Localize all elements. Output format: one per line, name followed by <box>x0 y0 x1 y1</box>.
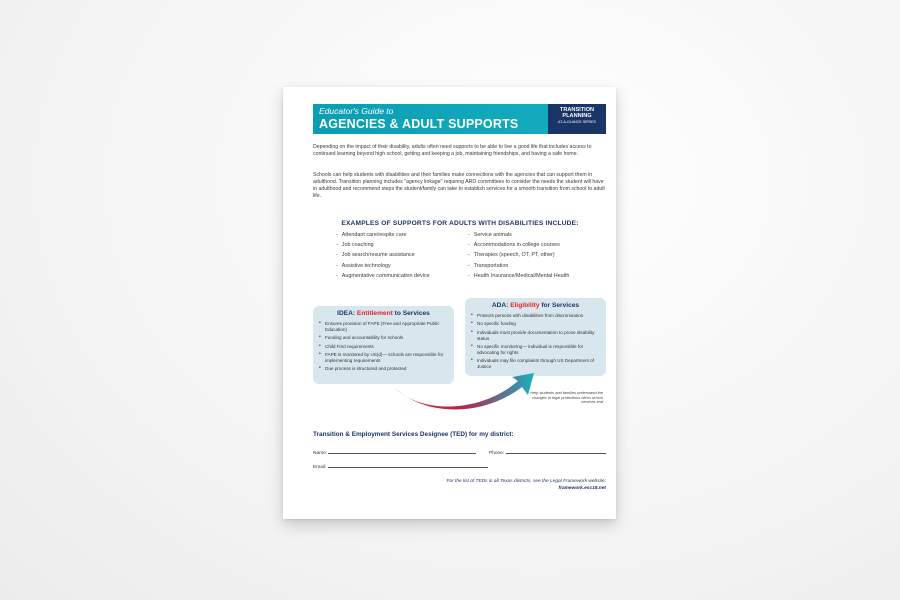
transition-arrow-icon <box>388 369 538 413</box>
examples-list-left <box>336 230 430 281</box>
list-item: - Assistive technology <box>336 262 391 269</box>
list-item: • Due process is structured and protected <box>318 366 449 372</box>
list-item: - Health Insurance/Medical/Mental Health <box>468 272 570 279</box>
phone-label: Phone: <box>489 451 505 456</box>
examples-heading: EXAMPLES OF SUPPORTS FOR ADULTS WITH DISABILITIES INCLUDE: <box>341 220 579 227</box>
ada-box <box>465 298 606 376</box>
document-page <box>283 87 616 519</box>
intro-paragraph-2: Schools can help students with disabilities and their families make connections with the agencies that can support them in adulthood. Transition planning includes "agency linkage" requiring ARD committees to consider the needs the student will have in adulthood and recommend steps the student/family can take to establish services for a smooth transition from school to adult life. <box>313 172 605 200</box>
header-banner <box>313 104 606 134</box>
list-item: • Individuals may file complaints through US Department of Justice <box>470 358 601 370</box>
list-item: - Accommodations in college courses <box>468 242 560 249</box>
email-line[interactable] <box>328 467 488 468</box>
list-item: • Ensures provision of FAPE (Free and Appropriate Public Education) <box>318 321 449 333</box>
examples-list-right <box>468 230 569 281</box>
list-item: • No specific monitoring— individual is responsible for advocating for rights <box>470 344 601 356</box>
badge-line2: PLANNING <box>562 113 592 120</box>
name-label: Name: <box>313 451 328 456</box>
list-item: - Job search/resume assistance <box>336 252 415 259</box>
email-label: Email: <box>313 465 327 470</box>
list-item: • No specific funding <box>470 321 601 327</box>
idea-title: IDEA: Entitlement to Services <box>337 310 430 317</box>
series-badge <box>550 107 604 126</box>
list-item: • Funding and accountability for schools <box>318 335 449 341</box>
ada-title: ADA: Eligibility for Services <box>491 302 580 309</box>
list-item: • Child Find requirements <box>318 344 449 350</box>
list-item: - Attendant care/respite care <box>336 232 407 238</box>
list-item: • Individuals must provide documentation to prove disability status <box>470 330 601 342</box>
badge-line1: TRANSITION <box>559 107 595 113</box>
list-item: • FAPE is monitored by US(d)— schools are responsible for implementing requirements <box>318 352 449 364</box>
phone-field[interactable] <box>489 451 606 456</box>
badge-small: AT-A-GLANCE SERIES <box>558 120 596 125</box>
ada-list <box>470 313 601 370</box>
name-line[interactable] <box>328 453 476 454</box>
footer-note <box>386 479 606 492</box>
list-item: - Job coaching <box>336 242 374 249</box>
intro-paragraph-1: Depending on the impact of their disability, adults often need supports to be able to live a good life that includes access to continued learning beyond high school, getting and keeping a job, maintaining friendships, and having a safe home. <box>313 144 592 158</box>
ted-heading: Transition & Employment Services Designee (TED) for my district: <box>313 431 514 438</box>
name-field[interactable] <box>313 451 476 456</box>
list-item: - Augmentative communication device <box>336 272 430 279</box>
list-item: - Service animals <box>468 232 512 238</box>
email-field[interactable] <box>313 465 488 470</box>
footer-url[interactable]: framework.esc18.net <box>558 485 606 491</box>
list-item: - Transportation <box>468 262 509 269</box>
idea-list <box>318 321 449 372</box>
footer-text: For the list of TEDs in all Texas districts, see the Legal Framework website: <box>446 479 606 484</box>
list-item: • Protects persons with disabilities from discrimination <box>470 313 601 319</box>
list-item: - Therapies (speech, OT, PT, other) <box>468 252 555 259</box>
phone-line[interactable] <box>506 453 606 454</box>
banner-subtitle: Educator's Guide to <box>319 106 394 116</box>
banner-title: AGENCIES & ADULT SUPPORTS <box>319 117 519 131</box>
arrow-note: Help students and families understand the changes in legal protections when school services end <box>530 390 603 405</box>
